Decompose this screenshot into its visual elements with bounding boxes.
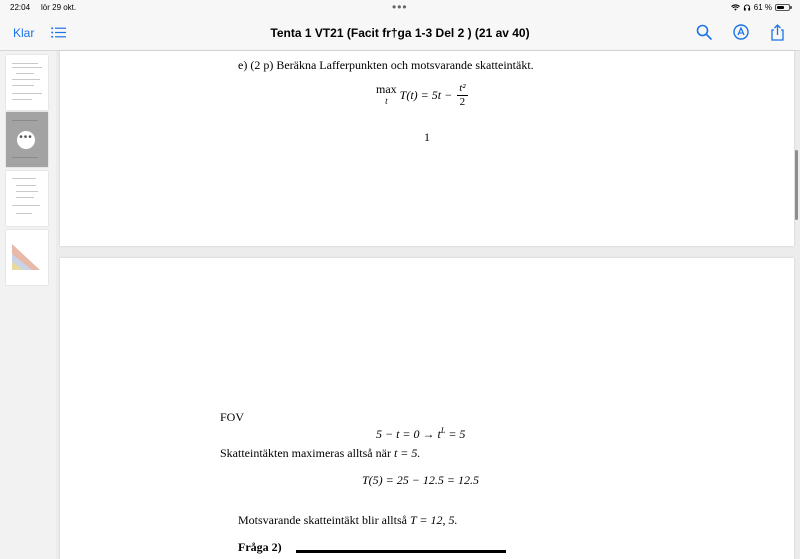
- section-heading: Fråga 2): [238, 540, 282, 554]
- page-thumbnail[interactable]: [6, 55, 48, 110]
- toolbar: [0, 16, 800, 51]
- more-icon[interactable]: •••: [17, 131, 35, 149]
- eq-max-sub: t: [385, 96, 388, 106]
- foc-equation: $5 - t = 0 \to t^L = 5$: [376, 426, 466, 441]
- wifi-icon: [731, 4, 740, 11]
- headphones-icon: [743, 4, 751, 11]
- battery-icon: [775, 4, 790, 11]
- eq-denominator: 2: [459, 96, 466, 108]
- eq-numerator: t²: [459, 82, 466, 94]
- status-bar: [0, 0, 800, 16]
- max-text: Skatteintäkten maximeras alltså när t = 5.: [220, 446, 421, 460]
- laffer-equation: [376, 82, 468, 109]
- done-button[interactable]: Klar: [13, 26, 35, 40]
- result-text: Motsvarande skatteintäkt blir alltså T = 12, 5.: [238, 513, 458, 527]
- scroll-indicator[interactable]: [795, 150, 798, 220]
- page-thumbnail[interactable]: [6, 171, 48, 226]
- question-text: e) (2 p) Beräkna Lafferpunkten och motsvarande skatteintäkt.: [238, 58, 534, 72]
- eq-max: max: [376, 82, 397, 96]
- redaction-bar: [296, 550, 506, 553]
- revenue-equation: T(5) = 25 − 12.5 = 12.5: [362, 473, 479, 487]
- thumbnail-chart-graphic: [6, 230, 48, 285]
- document-title: Tenta 1 VT21 (Facit fr†ga 1-3 Del 2 ) (21 av 40): [270, 26, 530, 40]
- document-page: [60, 51, 794, 246]
- page-thumbnail-selected[interactable]: [6, 112, 48, 167]
- page-number: 1: [424, 130, 430, 144]
- fov-label: FOV: [220, 410, 245, 424]
- thumbnail-sidebar[interactable]: [0, 51, 56, 559]
- status-date: lör 29 okt.: [41, 3, 77, 12]
- document-page: [60, 258, 794, 559]
- multitask-dots[interactable]: •••: [392, 0, 408, 14]
- page-thumbnail-chart[interactable]: [6, 230, 48, 285]
- status-right: [731, 3, 790, 12]
- markup-icon[interactable]: [733, 24, 749, 40]
- eq-fraction: [457, 82, 467, 109]
- share-icon[interactable]: [770, 24, 785, 41]
- search-icon[interactable]: [696, 24, 712, 40]
- battery-percent: 61 %: [753, 3, 772, 12]
- status-time: 22:04: [10, 3, 31, 12]
- eq-lhs: T(t) = 5t −: [399, 88, 453, 102]
